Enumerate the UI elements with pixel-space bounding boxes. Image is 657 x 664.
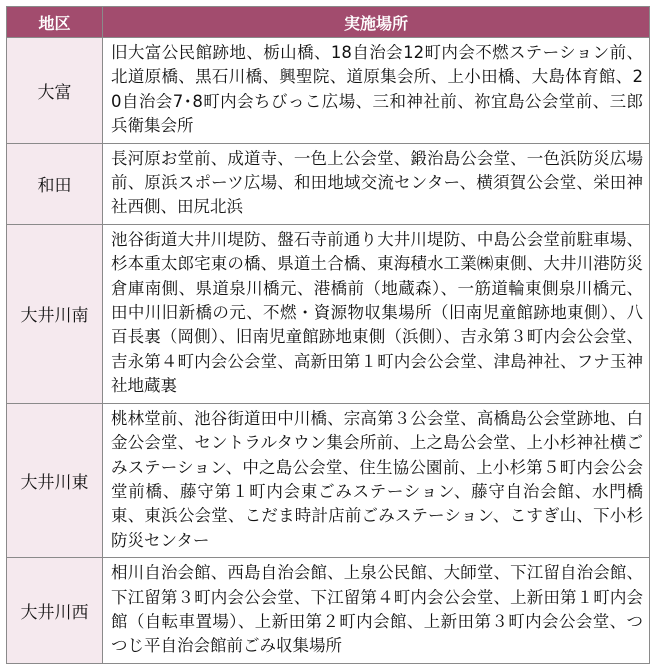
places-cell: 桃林堂前、池谷街道田中川橋、宗高第３公会堂、高橋島公会堂跡地、白金公会堂、セントラルタウン集会所前、上之島公会堂、上小杉神社横ごみステーション、中之島公会堂、住生協公園前、上小杉第５町内会公会堂前橋、藤守第１町内会東ごみステーション、藤守自治会館、水門橋東、東浜公会堂、こだま時計店前ごみステーション、こすぎ山、下小杉防災センター	[103, 403, 650, 557]
area-cell: 大富	[7, 38, 103, 144]
places-cell: 相川自治会館、西島自治会館、上泉公民館、大師堂、下江留自治会館、下江留第３町内会公会堂、下江留第４町内会公会堂、上新田第１町内会館（自転車置場）、上新田第２町内会館、上新田第３町内会公会堂、つつじ平自治会館前ごみ収集場所	[103, 558, 650, 664]
area-cell: 大井川南	[7, 224, 103, 403]
table-row	[7, 403, 650, 557]
table-header-row	[7, 7, 650, 38]
collection-sites-table	[6, 6, 650, 664]
places-cell: 長河原お堂前、成道寺、一色上公会堂、鍛治島公会堂、一色浜防災広場前、原浜スポーツ広場、和田地域交流センター、横須賀公会堂、栄田神社西側、田尻北浜	[103, 143, 650, 224]
header-place: 実施場所	[103, 7, 650, 38]
schedule-table-container	[6, 6, 649, 664]
places-cell: 池谷街道大井川堤防、盤石寺前通り大井川堤防、中島公会堂前駐車場、杉本重太郎宅東の橋、県道土合橋、東海積水工業㈱東側、大井川港防災倉庫南側、県道泉川橋元、港橋前（地蔵森）、一筋道輪東側泉川橋元、田中川旧新橋の元、不燃・資源物収集場所（旧南児童館跡地東側）、八百長裏（岡側）、旧南児童館跡地東側（浜側）、吉永第３町内会公会堂、吉永第４町内会公会堂、高新田第１町内会公会堂、津島神社、フナ玉神社地蔵裏	[103, 224, 650, 403]
area-cell: 大井川西	[7, 558, 103, 664]
table-row	[7, 143, 650, 224]
area-cell: 和田	[7, 143, 103, 224]
table-row	[7, 38, 650, 144]
header-area: 地区	[7, 7, 103, 38]
area-cell: 大井川東	[7, 403, 103, 557]
table-row	[7, 224, 650, 403]
table-row	[7, 558, 650, 664]
places-cell: 旧大富公民館跡地、栃山橋、18自治会12町内会不燃ステーション前、北道原橋、黒石川橋、興聖院、道原集会所、上小田橋、大島体育館、20自治会7･8町内会ちびっこ広場、三和神社前、祢宜島公会堂前、三郎兵衛集会所	[103, 38, 650, 144]
